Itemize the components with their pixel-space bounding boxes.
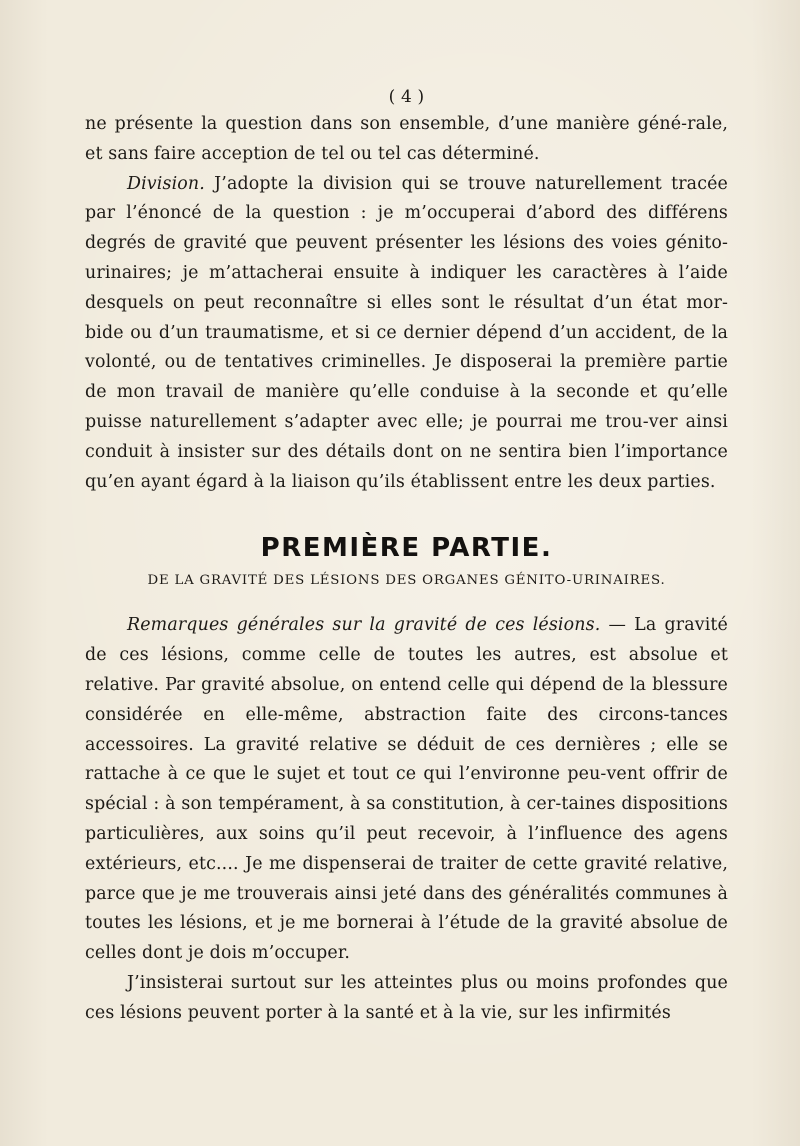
division-text: J’adopte la division qui se trouve naturellement tracée par l’énoncé de la question : je m’occuperai d’abord des différens degrés de gravité que peuvent présenter les lésions des voies génito-urinaires; je m’attacherai ensuite à indiquer les caractères à l’aide desquels on peut reconnaître si elles sont le résultat d’un état mor-bide ou d’un traumatisme, et si ce dernier dépend d’un accident, de la volonté, ou de tentatives criminelles. Je disposerai la première partie de mon travail de manière qu’elle conduise à la seconde et qu’elle puisse naturellement s’adapter avec elle; je pourrai me trou-ver ainsi conduit à insister sur des détails dont on ne sentira bien l’importance qu’en ayant égard à la liaison qu’ils établissent entre les deux parties. [85,173,728,492]
section-subtitle: DE LA GRAVITÉ DES LÉSIONS DES ORGANES GÉNITO-URINAIRES. [147,573,666,589]
section-title: PREMIÈRE PARTIE. [260,533,553,564]
intro-paragraph [85,110,728,170]
remarks-label: Remarques générales sur la gravité de ces lésions. [127,615,601,636]
intro-text: ne présente la question dans son ensemble, d’une manière géné-rale, et sans faire acception de tel ou tel cas déterminé. [85,114,728,164]
page-number: ( 4 ) [388,87,425,107]
division-paragraph [85,170,728,498]
document-body [85,86,728,1029]
insist-paragraph [85,969,728,1029]
remarks-text: — La gravité de ces lésions, comme celle de toutes les autres, est absolue et relative. Par gravité absolue, on entend celle qui dépend de la blessure considérée en elle-même, abstraction faite des circons-tances accessoires. La gravité relative se déduit de ces dernières ; elle se rattache à ce que le sujet et tout ce qui l’environne peu-vent offrir de spécial : à son tempérament, à sa constitution, à cer-taines dispositions particulières, aux soins qu’il peut recevoir, à l’influence des agens extérieurs, etc.... Je me dispenserai de traiter de cette gravité relative, parce que je me trouverais ainsi jeté dans des généralités communes à toutes les lésions, et je me bornerai à l’étude de la gravité absolue de celles dont je dois m’occuper. [85,615,728,964]
remarks-paragraph [85,611,728,969]
division-label: Division. [127,173,205,194]
insist-text: J’insisterai surtout sur les atteintes plus ou moins profondes que ces lésions peuvent porter à la santé et à la vie, sur les infirmités [85,972,728,1023]
